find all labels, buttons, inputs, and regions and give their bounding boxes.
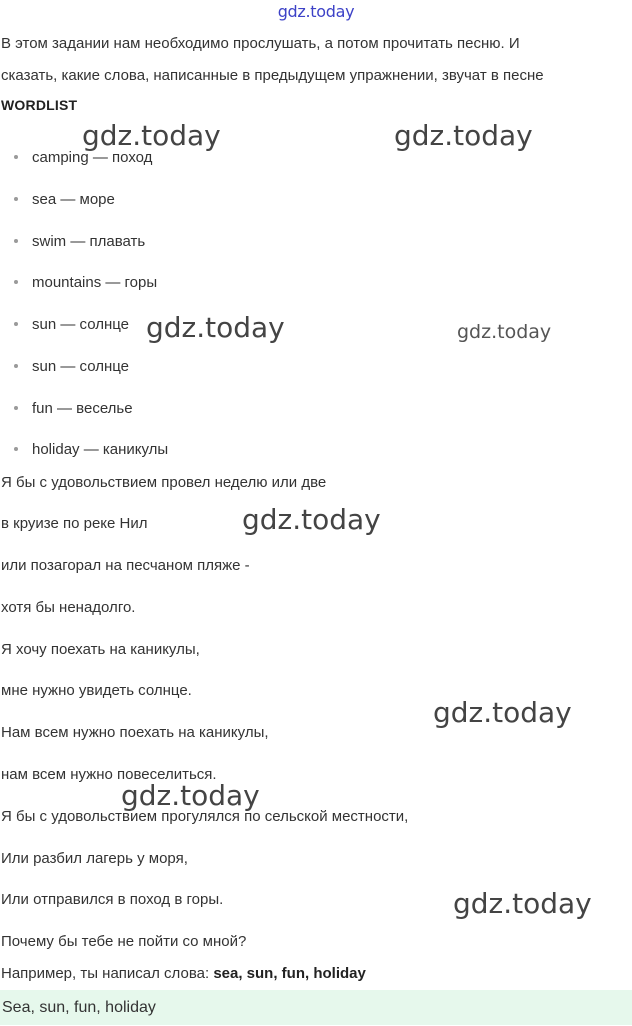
watermark: gdz.today — [242, 503, 381, 536]
bullet-icon — [14, 155, 18, 159]
watermark: gdz.today — [453, 887, 592, 920]
watermark: gdz.today — [82, 119, 221, 152]
answer-box: Sea, sun, fun, holiday — [0, 990, 632, 1025]
bullet-icon — [14, 364, 18, 368]
list-item-text: sun — солнце — [32, 358, 130, 375]
watermark: gdz.today — [146, 311, 285, 344]
list-item — [14, 274, 157, 291]
song-line: хотя бы ненадолго. — [1, 599, 136, 616]
list-item — [14, 358, 129, 375]
song-line: Я хочу поехать на каникулы, — [1, 641, 200, 658]
song-line: Нам всем нужно поехать на каникулы, — [1, 724, 269, 741]
list-item-text: swim — плавать — [32, 233, 146, 250]
conclusion-words: sea, sun, fun, holiday — [213, 965, 366, 982]
intro-line-2: сказать, какие слова, написанные в предыдущем упражнении, звучат в песне — [1, 67, 544, 84]
list-item-text: sun — солнце — [32, 316, 130, 333]
list-item-text: holiday — каникулы — [32, 441, 169, 458]
intro-line-1: В этом задании нам необходимо прослушать, а потом прочитать песню. И — [1, 35, 520, 52]
watermark: gdz.today — [121, 779, 260, 812]
song-line: Или разбил лагерь у моря, — [1, 850, 188, 867]
watermark: gdz.today — [433, 696, 572, 729]
song-line: Я бы с удовольствием провел неделю или две — [1, 474, 327, 491]
list-item — [14, 441, 168, 458]
list-item-text: mountains — горы — [32, 274, 158, 291]
watermark: gdz.today — [457, 321, 552, 343]
list-item — [14, 149, 152, 166]
song-line: мне нужно увидеть солнце. — [1, 682, 192, 699]
conclusion-line — [1, 965, 366, 982]
bullet-icon — [14, 239, 18, 243]
list-item-text: fun — веселье — [32, 400, 133, 417]
song-line: Или отправился в поход в горы. — [1, 891, 224, 908]
list-item — [14, 316, 129, 333]
list-item-text: sea — море — [32, 191, 115, 208]
list-item — [14, 400, 133, 417]
watermark: gdz.today — [394, 119, 533, 152]
bullet-icon — [14, 280, 18, 284]
list-item-text: camping — поход — [32, 149, 153, 166]
conclusion-prefix: Например, ты написал слова: — [1, 965, 214, 982]
song-line: в круизе по реке Нил — [1, 515, 148, 532]
song-line: нам всем нужно повеселиться. — [1, 766, 217, 783]
bullet-icon — [14, 406, 18, 410]
song-line: Почему бы тебе не пойти со мной? — [1, 933, 247, 950]
song-line: или позагорал на песчаном пляже - — [1, 557, 250, 574]
song-line: Я бы с удовольствием прогулялся по сельской местности, — [1, 808, 409, 825]
bullet-icon — [14, 197, 18, 201]
list-item — [14, 233, 145, 250]
list-item — [14, 191, 115, 208]
wordlist-heading: WORDLIST — [1, 97, 78, 113]
bullet-icon — [14, 322, 18, 326]
bullet-icon — [14, 447, 18, 451]
header-watermark: gdz.today — [277, 2, 355, 21]
